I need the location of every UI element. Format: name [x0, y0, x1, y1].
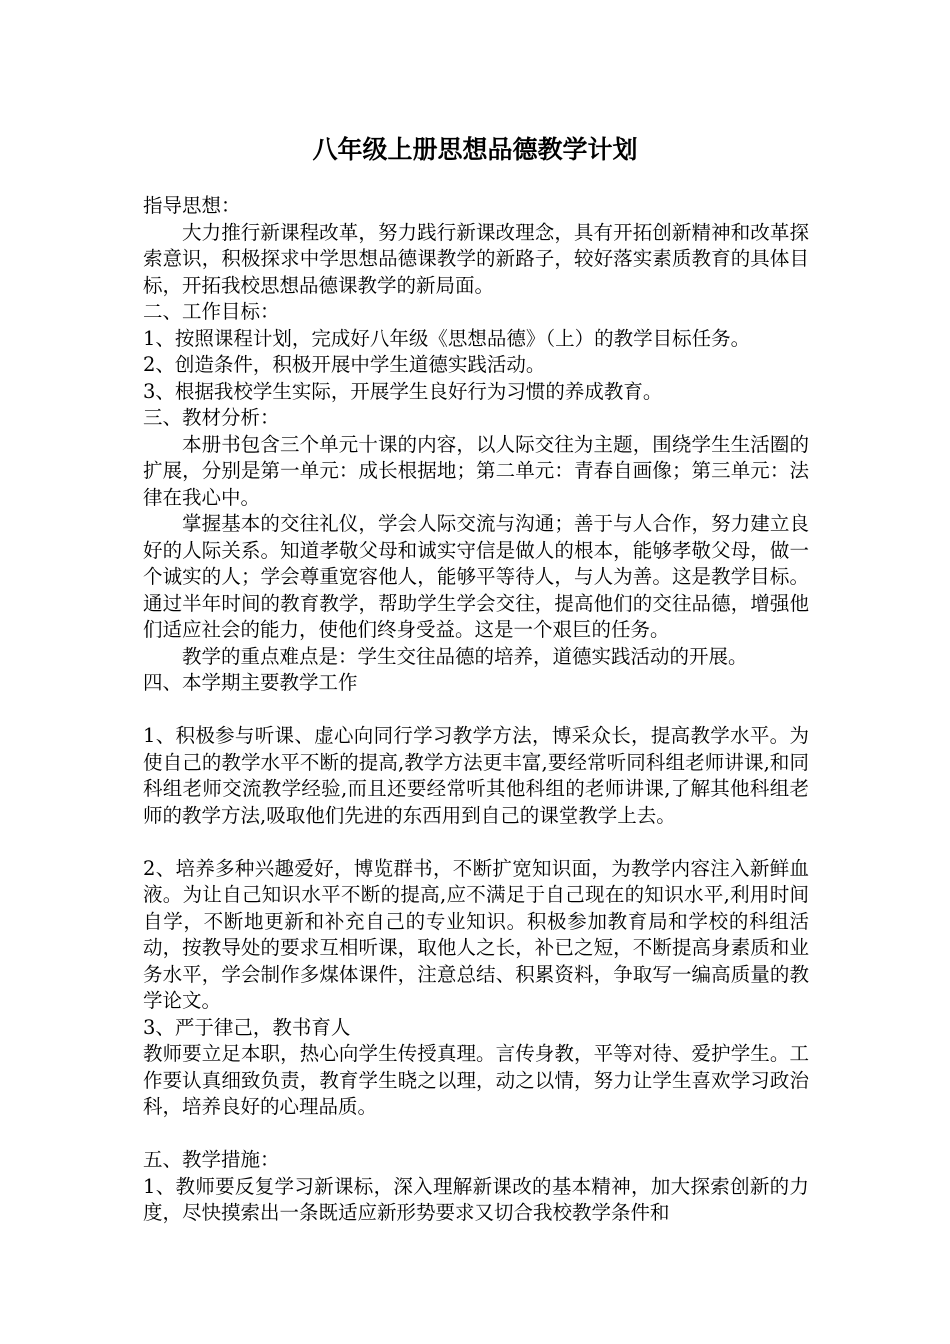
blank-line: [143, 1121, 809, 1148]
blank-line: [143, 829, 809, 856]
paragraph: 大力推行新课程改革，努力践行新课改理念，具有开拓创新精神和改革探索意识，积极探求中学思想品德课教学的新路子，较好落实素质教育的具体目标，开拓我校思想品德课教学的新局面。: [143, 220, 809, 297]
paragraph: 1、积极参与听课、虚心向同行学习教学方法，博采众长，提高教学水平。为使自己的教学水平不断的提高,教学方法更丰富,要经常听同科组老师讲课,和同科组老师交流教学经验,而且还要经常听其他科组的老师讲课,了解其他科组老师的教学方法,吸取他们先进的东西用到自己的课堂教学上去。: [143, 724, 809, 827]
paragraph: 五、教学措施：: [143, 1148, 280, 1171]
paragraph: 1、教师要反复学习新课标，深入理解新课改的基本精神，加大探索创新的力度，尽快摸索出一条既适应新形势要求又切合我校教学条件和: [143, 1174, 809, 1224]
blank-line: [143, 697, 809, 724]
paragraph: 1、按照课程计划，完成好八年级《思想品德》（上）的教学目标任务。: [143, 326, 751, 350]
paragraph: 2、培养多种兴趣爱好，博览群书，不断扩宽知识面，为教学内容注入新鲜血液。为让自己知识水平不断的提高,应不满足于自己现在的知识水平,利用时间自学，不断地更新和补充自己的专业知识。积极参加教育局和学校的科组活动，按教导处的要求互相听课，取他人之长，补已之短，不断提高身素质和业务水平，学会制作多煤体课件，注意总结、积累资料，争取写一编高质量的教学论文。: [143, 856, 809, 1012]
paragraph: 2、创造条件，积极开展中学生道德实践活动。: [143, 353, 546, 376]
paragraph: 教师要立足本职，热心向学生传授真理。言传身教，平等对待、爱护学生。工作要认真细致负责，教育学生晓之以理，动之以情，努力让学生喜欢学习政治科，培养良好的心理品质。: [143, 1042, 809, 1118]
paragraph: 本册书包含三个单元十课的内容，以人际交往为主题，围绕学生生活圈的扩展，分别是第一单元：成长根据地；第二单元：青春自画像；第三单元：法律在我心中。: [143, 432, 809, 509]
paragraph: 二、工作目标：: [143, 300, 280, 323]
paragraph: 3、根据我校学生实际，开展学生良好行为习惯的养成教育。: [143, 379, 663, 403]
paragraph: 教学的重点难点是：学生交往品德的培养，道德实践活动的开展。: [182, 644, 748, 668]
paragraph: 四、本学期主要教学工作: [143, 671, 358, 694]
paragraph: 3、严于律己，教书育人: [143, 1015, 351, 1039]
paragraph: 指导思想：: [143, 194, 241, 217]
paragraph: 三、教材分析：: [143, 406, 280, 429]
document-body: [143, 193, 809, 1227]
document-title: 八年级上册思想品德教学计划: [312, 135, 638, 164]
paragraph: 掌握基本的交往礼仪，学会人际交流与沟通；善于与人合作，努力建立良好的人际关系。知道孝敬父母和诚实守信是做人的根本，能够孝敬父母，做一个诚实的人；学会尊重宽容他人，能够平等待人，与人为善。这是教学目标。通过半年时间的教育教学，帮助学生学会交往，提高他们的交往品德，增强他们适应社会的能力，使他们终身受益。这是一个艰巨的任务。: [143, 512, 809, 641]
